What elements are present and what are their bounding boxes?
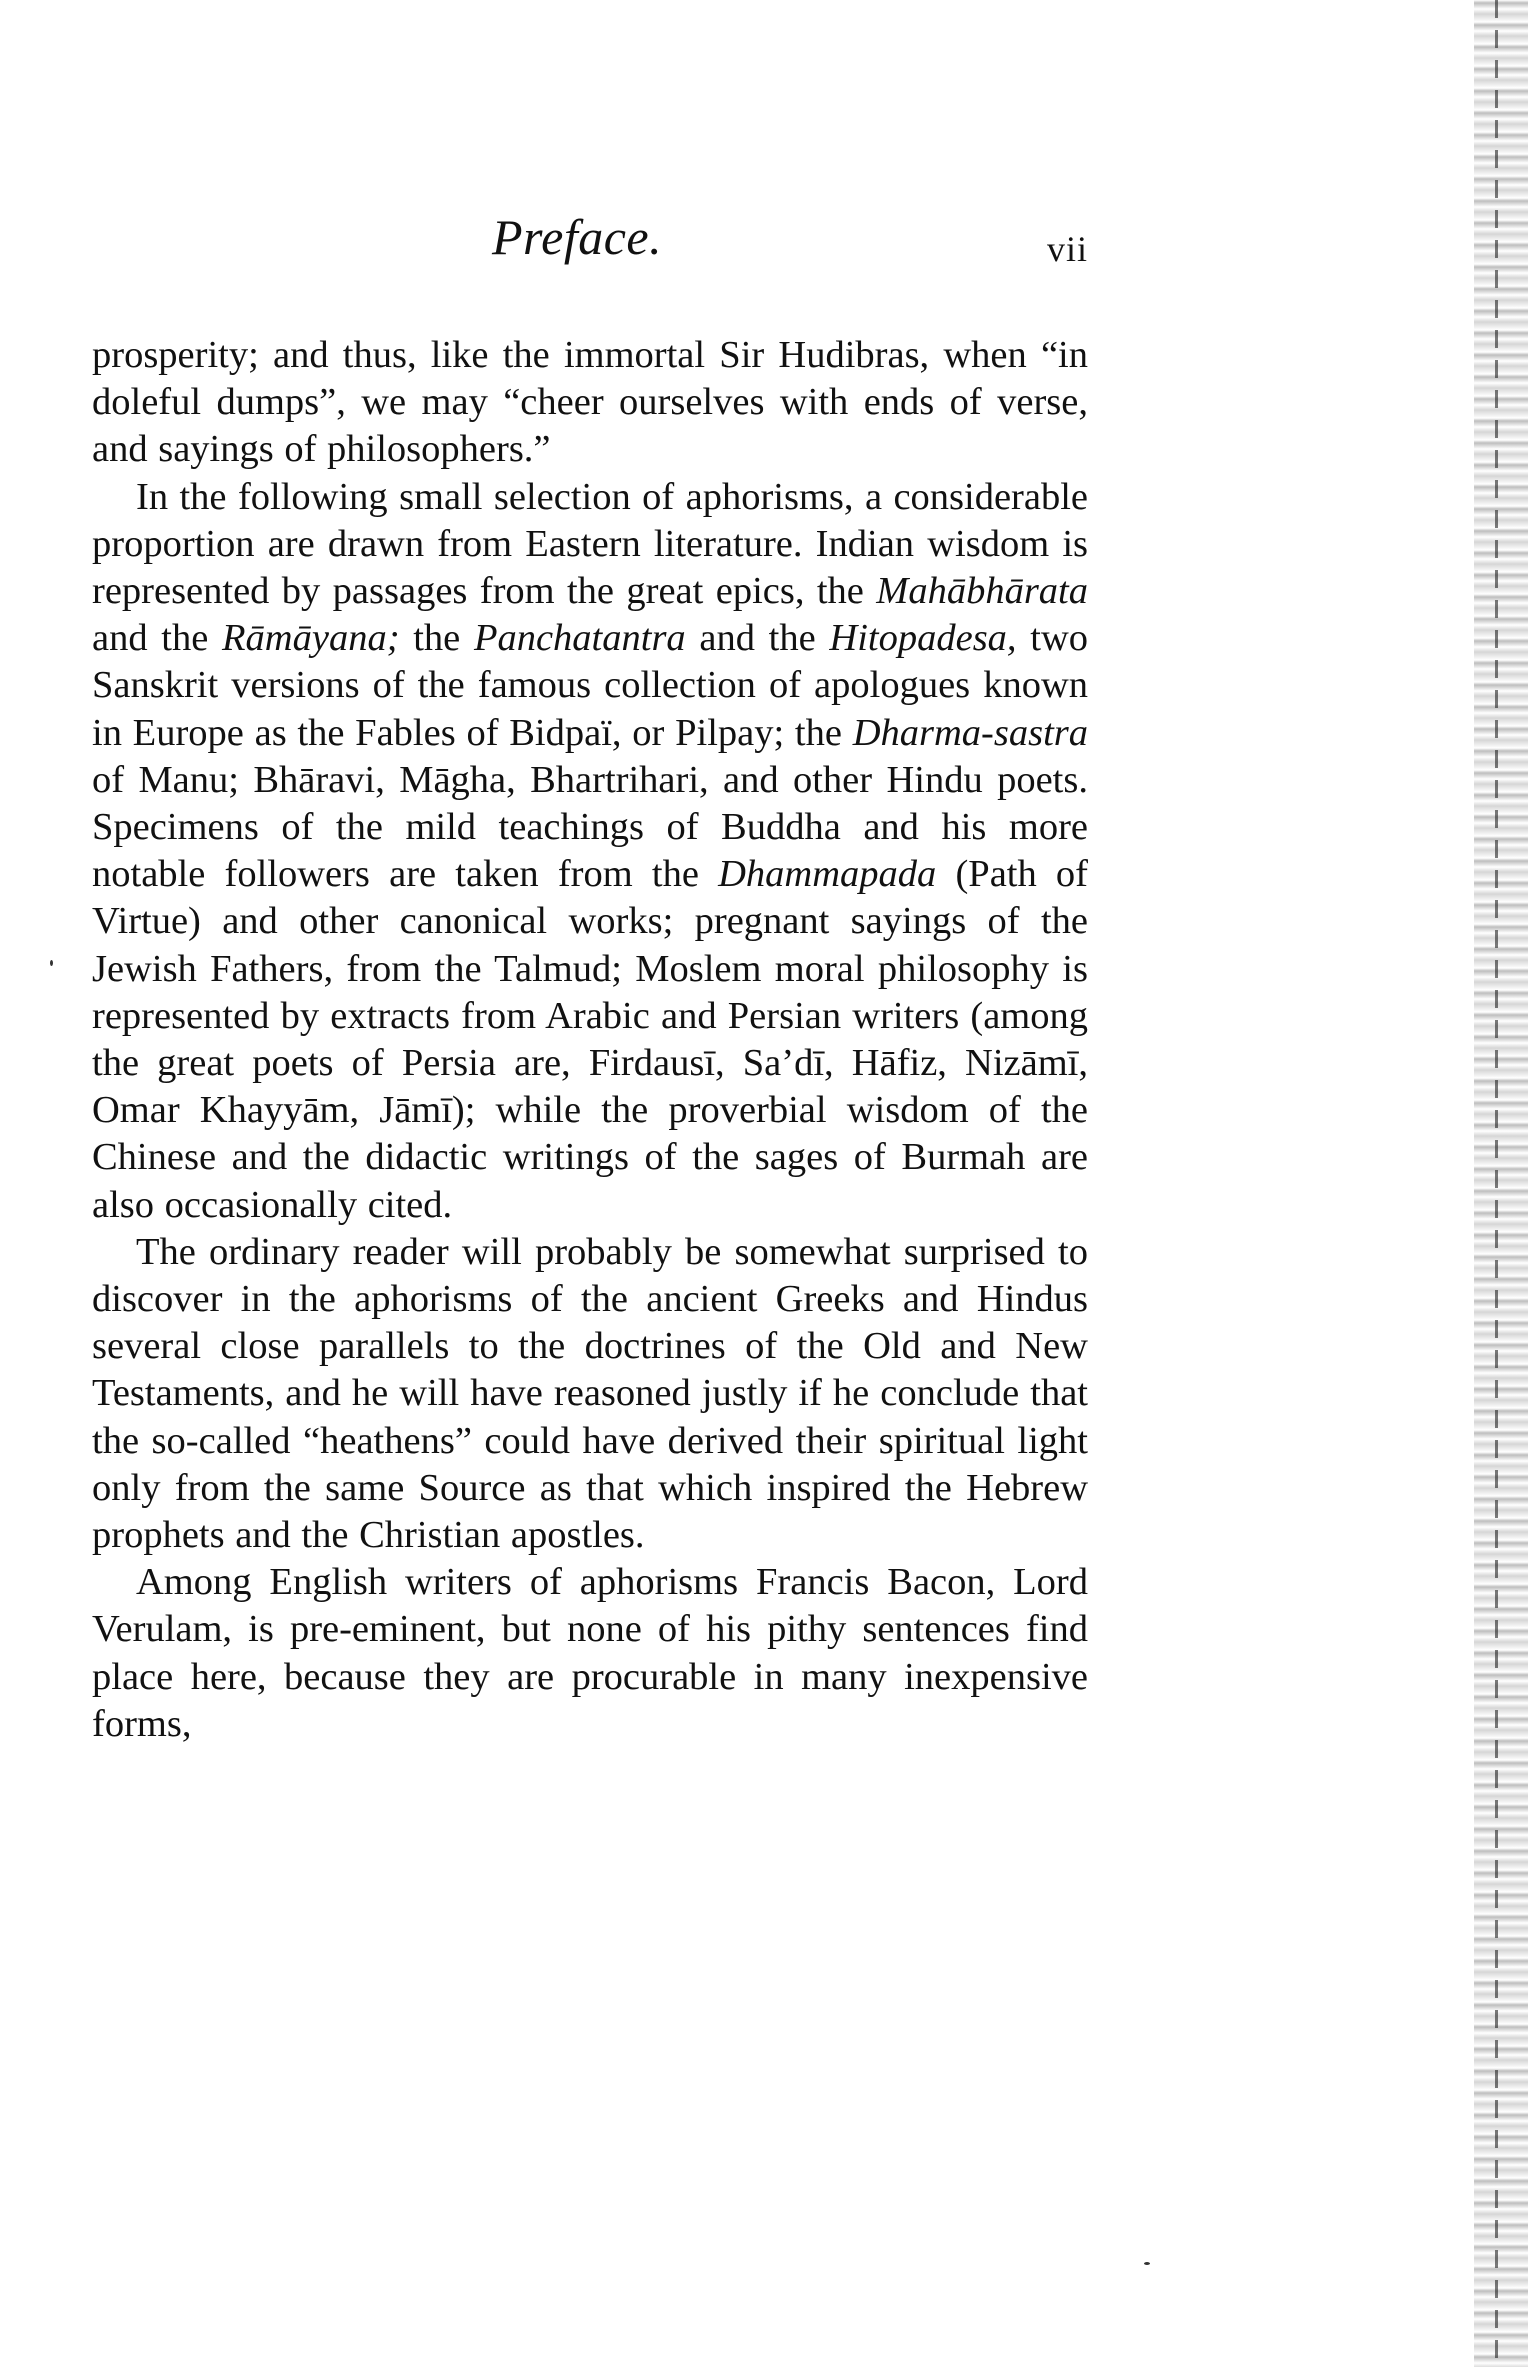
title-ramayana: Rāmāyana; (222, 617, 400, 660)
paragraph-2 (92, 474, 1088, 1229)
title-dhammapada: Dhammapada (718, 853, 937, 896)
paragraph-4 (92, 1559, 1088, 1748)
title-dharma-sastra: Dharma-sastra (852, 711, 1088, 754)
running-title: Preface. (492, 209, 663, 265)
ink-speck (1144, 2262, 1150, 2265)
text-segment: and the (685, 617, 830, 660)
text-segment: prosperity; and thus, like the immortal Sir Hudibras, when “in doleful dumps”, we may “cheer ourselves with ends of verse, and sayings of philosophers.” (92, 334, 1088, 471)
scanned-page-edge (1474, 0, 1528, 2367)
paragraph-3 (92, 1229, 1088, 1559)
title-mahabharata: Mahābhārata (876, 570, 1088, 613)
title-hitopadesa: Hitopadesa, (829, 617, 1017, 660)
text-segment: Among English writers of aphorisms Francis Bacon, Lord Verulam, is pre-eminent, but none of his pithy sentences find place here, because they are procurable in many inexpensive forms, (92, 1561, 1088, 1745)
text-segment: The ordinary reader will probably be somewhat surprised to discover in the aphorisms of the ancient Greeks and Hindus several close parallels to the doctrines of the Old and New Testaments, and he will have reasoned justly if he conclude that the so-called “heathens” could have derived their spiritual light only from the same Source as that which inspired the Hebrew prophets and the Christian apostles. (92, 1230, 1088, 1557)
text-segment: two Sanskrit versions of the famous collection of apologues known in Europe as the Fables of Bidpaï, or Pilpay; the (92, 617, 1089, 754)
ink-speck (50, 960, 53, 966)
text-segment: In the following small selection of aphorisms, a considerable proportion are drawn from Eastern literature. Indian wisdom is represented by passages from the great epics, the (92, 475, 1088, 613)
page-number: vii (1046, 229, 1088, 269)
text-segment: (Path of Virtue) and other canonical works; pregnant sayings of the Jewish Fathers, from the Talmud; Moslem moral philosophy is represented by extracts from Arabic and Persian writers (among the great poets of Persia are, Firdausī, Sa’dī, Hāfiz, Nizāmī, Omar Khayyām, Jāmī); while the proverbial wisdom of the Chinese and the didactic writings of the sages of Burmah are also occasionally cited. (92, 853, 1088, 1226)
paragraph-1 (92, 332, 1088, 474)
text-segment: of Manu; Bhāravi, Māgha, Bhartrihari, and other Hindu poets. Specimens of the mild teachings of Buddha and his more notable followers are taken from the (92, 758, 1088, 896)
title-panchatantra: Panchatantra (473, 617, 686, 660)
text-segment: and the (92, 617, 223, 660)
body-text (92, 332, 1088, 1748)
text-segment: the (399, 617, 474, 660)
scanned-page-edge-line (1495, 0, 1498, 2367)
page-header (92, 208, 1088, 288)
